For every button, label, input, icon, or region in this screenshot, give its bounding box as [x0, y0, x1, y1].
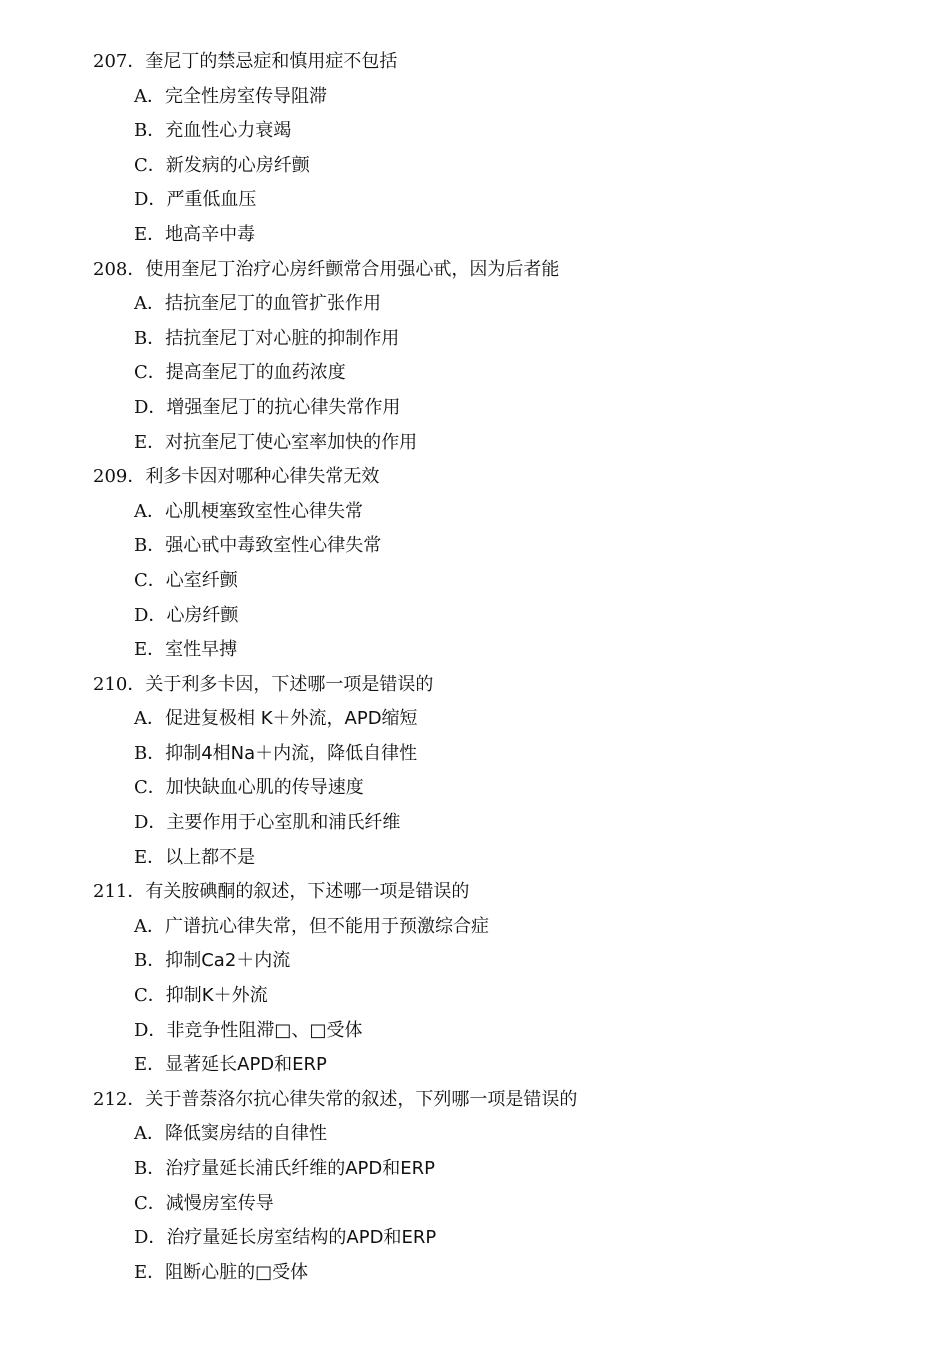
option-letter: A． — [134, 708, 165, 730]
option-letter: B． — [134, 120, 166, 142]
option-e — [0, 841, 951, 876]
option-b — [0, 322, 951, 357]
option-a — [0, 1117, 951, 1152]
question-212 — [0, 1083, 951, 1291]
option-letter: A． — [134, 500, 165, 522]
question-stem — [0, 45, 951, 80]
option-letter: E． — [134, 223, 166, 245]
option-letter: D． — [134, 396, 167, 418]
option-text: 完全性房室传导阻滞 — [165, 85, 327, 107]
question-list — [0, 45, 951, 1290]
option-text: 室性早搏 — [165, 639, 238, 661]
option-a — [0, 702, 951, 737]
option-text: 治疗量延长浦氏纤维的APD和ERP — [165, 1158, 435, 1179]
question-211 — [0, 875, 951, 1083]
option-letter: A． — [134, 915, 165, 937]
question-number: 209． — [93, 466, 146, 488]
option-letter: E． — [134, 431, 166, 453]
option-text: 显著延长APD和ERP — [165, 1054, 327, 1076]
option-letter: D． — [134, 1019, 167, 1041]
option-c — [0, 564, 951, 599]
option-b — [0, 114, 951, 149]
question-stem — [0, 460, 951, 495]
option-e — [0, 1048, 951, 1083]
question-209 — [0, 460, 951, 668]
question-stem — [0, 875, 951, 910]
option-letter: D． — [134, 189, 167, 211]
option-text: 加快缺血心肌的传导速度 — [165, 777, 364, 799]
option-text: 以上都不是 — [165, 846, 256, 868]
question-stem — [0, 253, 951, 288]
option-text: 提高奎尼丁的血药浓度 — [165, 362, 346, 384]
option-letter: C． — [134, 985, 166, 1007]
option-text: 阻断心脏的□受体 — [165, 1261, 309, 1283]
option-letter: E． — [134, 1261, 166, 1283]
option-text: 治疗量延长房室结构的APD和ERP — [166, 1227, 437, 1249]
option-text: 新发病的心房纤颤 — [165, 154, 310, 176]
option-text: 心房纤颤 — [166, 604, 239, 626]
option-letter: C． — [134, 362, 166, 384]
option-text: 严重低血压 — [166, 189, 257, 211]
option-text: 主要作用于心室肌和浦氏纤维 — [166, 812, 401, 834]
option-e — [0, 1256, 951, 1291]
option-text: 增强奎尼丁的抗心律失常作用 — [166, 396, 401, 418]
option-e — [0, 633, 951, 668]
option-letter: B． — [134, 742, 166, 764]
question-210 — [0, 668, 951, 876]
option-letter: C． — [134, 154, 166, 176]
option-text: 抑制4相Na＋内流，降低自律性 — [165, 742, 418, 764]
option-b — [0, 529, 951, 564]
option-d — [0, 1221, 951, 1256]
question-text: 关于普萘洛尔抗心律失常的叙述，下列哪一项是错误的 — [145, 1088, 578, 1110]
option-letter: E． — [134, 1054, 166, 1076]
question-stem — [0, 668, 951, 703]
question-number: 210． — [93, 673, 146, 695]
option-d — [0, 806, 951, 841]
option-letter: B． — [134, 327, 166, 349]
question-text: 有关胺碘酮的叙述，下述哪一项是错误的 — [145, 881, 470, 903]
option-text: 地高辛中毒 — [165, 223, 256, 245]
option-c — [0, 149, 951, 184]
option-text: 促进复极相 K＋外流，APD缩短 — [165, 708, 418, 730]
option-letter: D． — [134, 812, 167, 834]
option-b — [0, 1152, 951, 1187]
option-letter: C． — [134, 1192, 166, 1214]
option-text: 拮抗奎尼丁的血管扩张作用 — [165, 293, 381, 315]
option-a — [0, 80, 951, 115]
option-text: 充血性心力衰竭 — [165, 120, 292, 142]
option-a — [0, 495, 951, 530]
option-letter: A． — [134, 293, 165, 315]
option-e — [0, 218, 951, 253]
option-letter: E． — [134, 639, 166, 661]
option-text: 广谱抗心律失常，但不能用于预激综合症 — [165, 915, 489, 937]
option-letter: A． — [134, 1123, 165, 1145]
option-letter: B． — [134, 1158, 166, 1179]
question-text: 奎尼丁的禁忌症和慎用症不包括 — [145, 51, 398, 72]
option-text: 抑制Ca2＋内流 — [165, 950, 291, 972]
option-letter: E． — [134, 846, 166, 868]
option-letter: C． — [134, 777, 166, 799]
option-d — [0, 391, 951, 426]
option-d — [0, 599, 951, 634]
option-letter: B． — [134, 950, 166, 972]
option-c — [0, 979, 951, 1014]
question-number: 211． — [93, 881, 146, 903]
question-208 — [0, 253, 951, 461]
option-text: 拮抗奎尼丁对心脏的抑制作用 — [165, 327, 400, 349]
question-text: 关于利多卡因，下述哪一项是错误的 — [145, 673, 434, 695]
option-text: 抑制K＋外流 — [165, 985, 268, 1007]
option-letter: A． — [134, 85, 165, 107]
question-text: 使用奎尼丁治疗心房纤颤常合用强心甙，因为后者能 — [145, 258, 560, 280]
option-text: 心肌梗塞致室性心律失常 — [165, 500, 363, 522]
option-letter: C． — [134, 569, 166, 591]
option-text: 降低窦房结的自律性 — [165, 1123, 327, 1145]
option-c — [0, 1187, 951, 1222]
option-e — [0, 426, 951, 461]
option-c — [0, 356, 951, 391]
option-d — [0, 183, 951, 218]
option-text: 强心甙中毒致室性心律失常 — [165, 535, 382, 557]
question-number: 212． — [93, 1088, 146, 1110]
question-number: 208． — [93, 258, 146, 280]
question-207 — [0, 45, 951, 253]
option-letter: B． — [134, 535, 166, 557]
option-text: 非竞争性阻滞□、□受体 — [166, 1019, 363, 1041]
question-stem — [0, 1083, 951, 1118]
option-d — [0, 1014, 951, 1049]
option-a — [0, 910, 951, 945]
question-text: 利多卡因对哪种心律失常无效 — [145, 466, 380, 488]
option-b — [0, 944, 951, 979]
option-a — [0, 287, 951, 322]
option-text: 减慢房室传导 — [165, 1192, 274, 1214]
option-text: 对抗奎尼丁使心室率加快的作用 — [165, 431, 418, 453]
option-c — [0, 771, 951, 806]
option-text: 心室纤颤 — [165, 569, 238, 591]
option-letter: D． — [134, 604, 167, 626]
option-letter: D． — [134, 1227, 167, 1249]
question-number: 207． — [93, 51, 146, 72]
option-b — [0, 737, 951, 772]
